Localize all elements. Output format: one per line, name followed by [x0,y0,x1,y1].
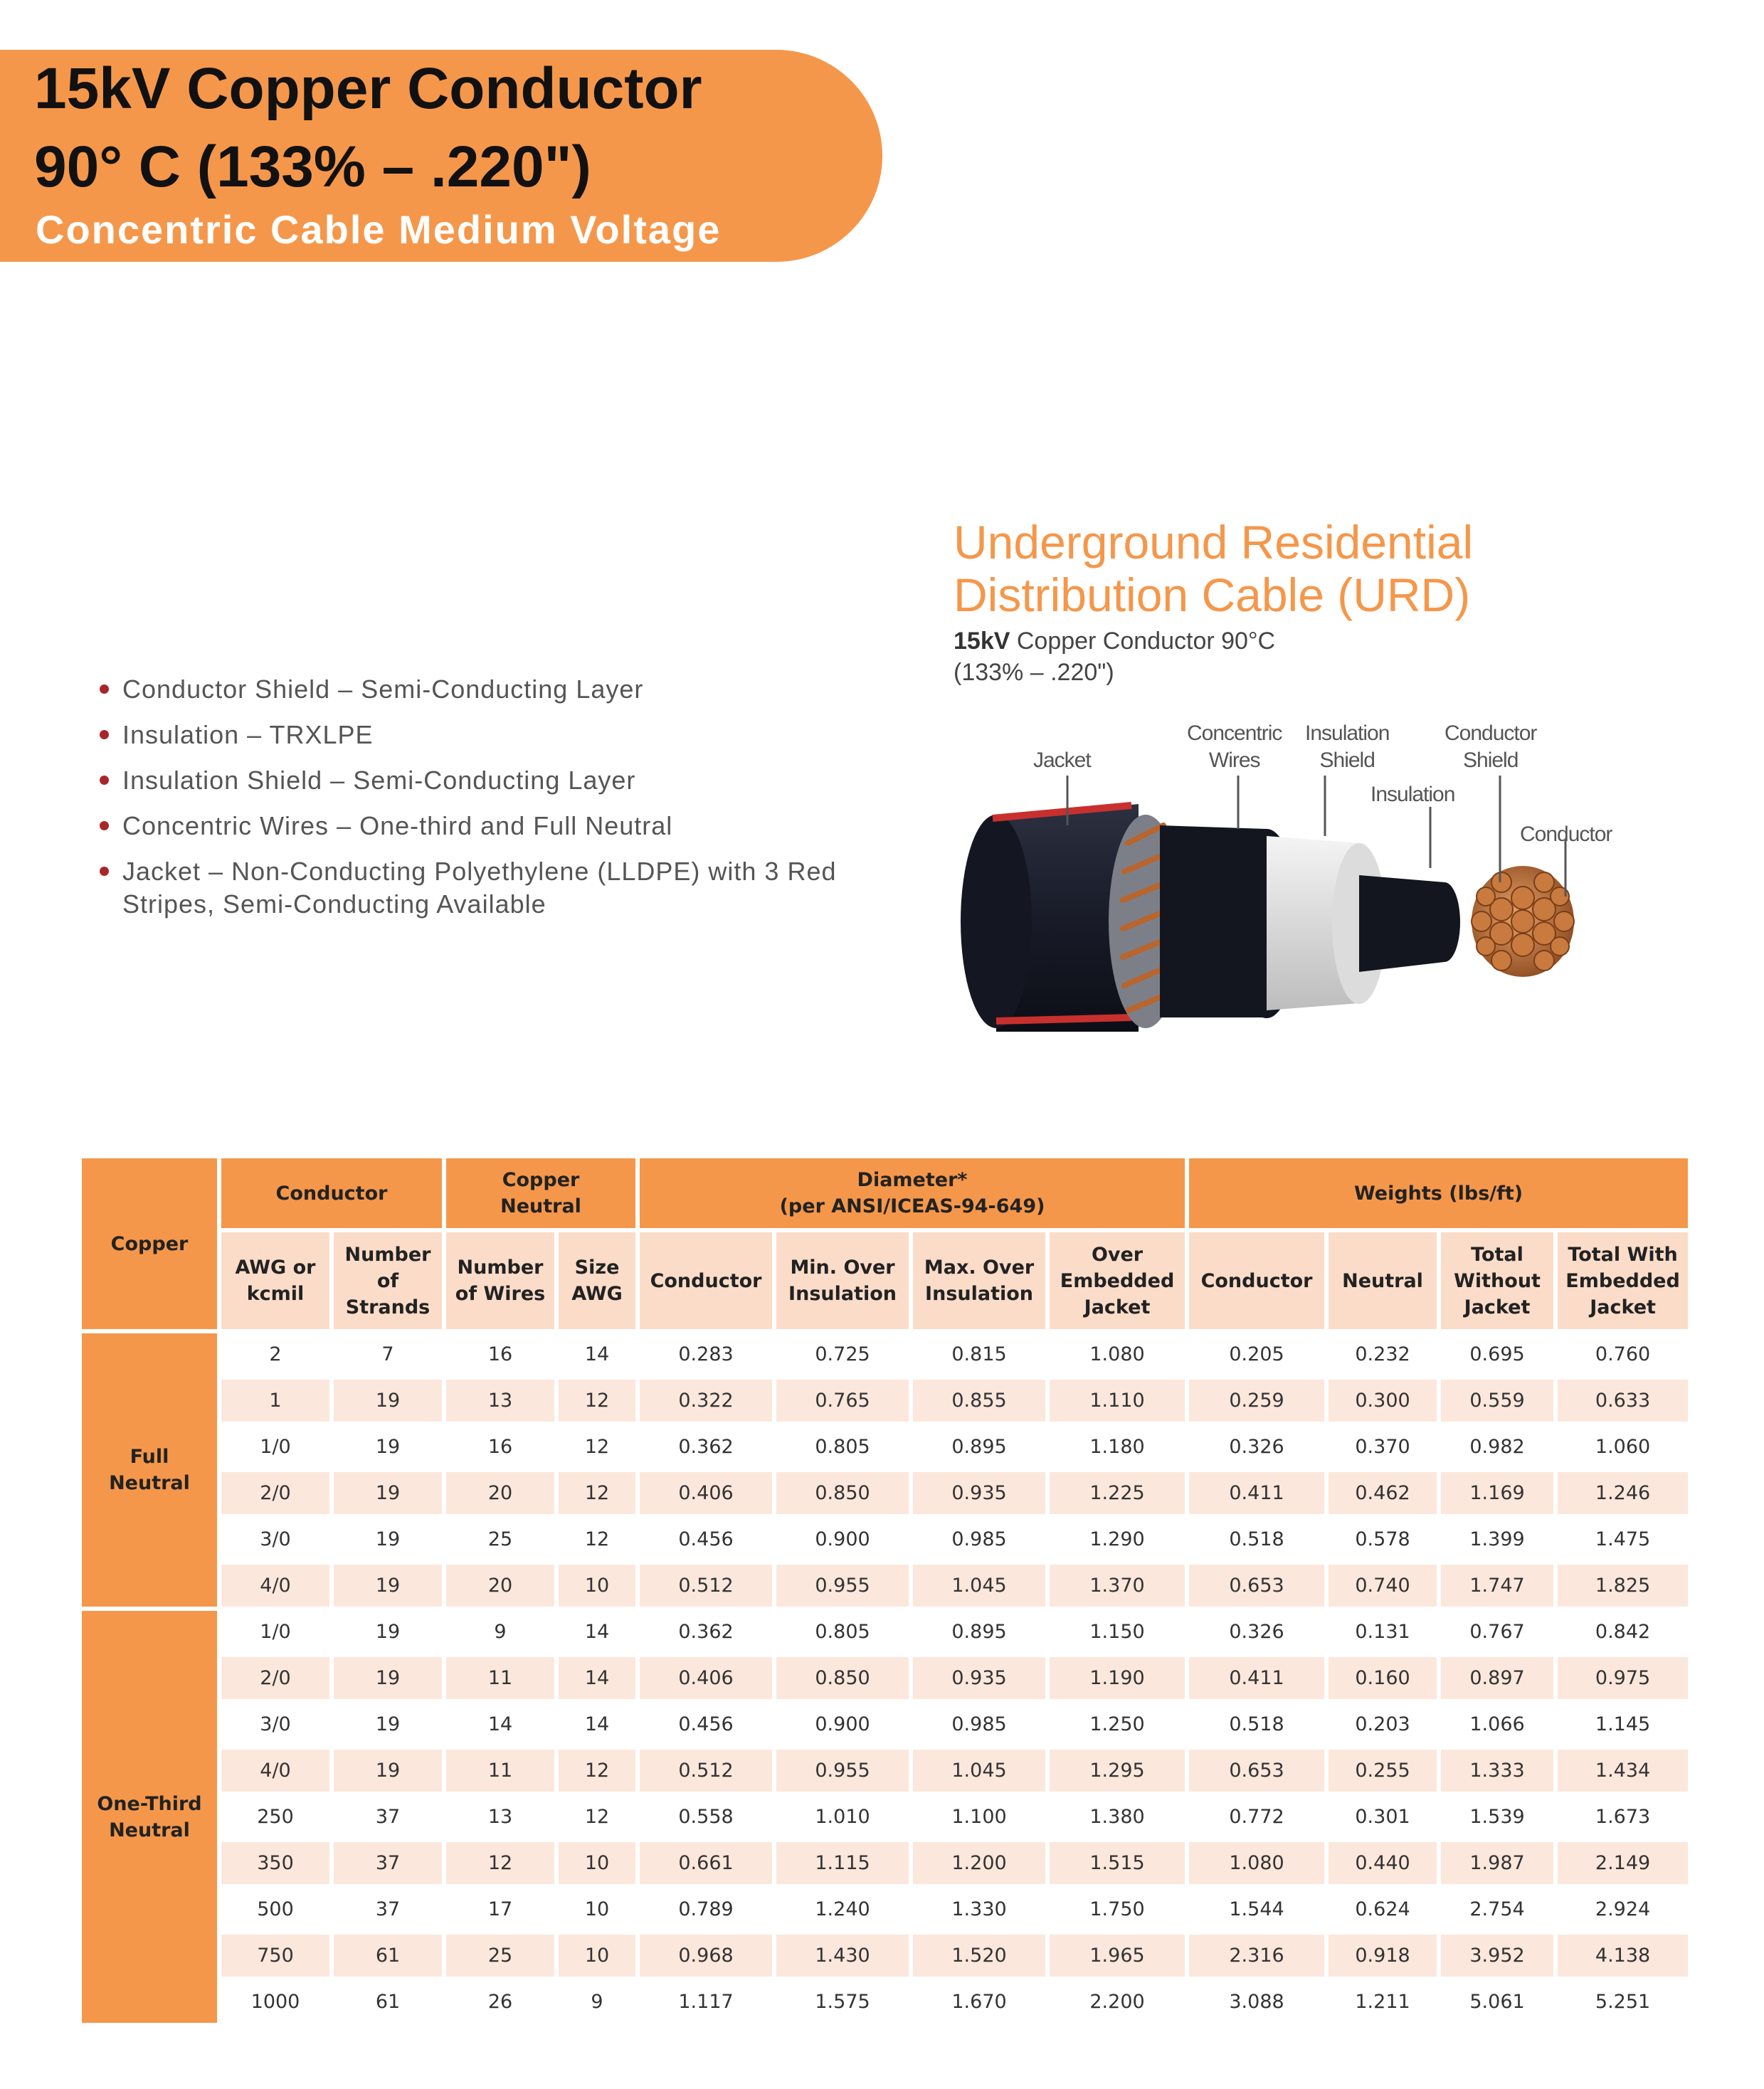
bullet-icon [100,821,109,830]
header-copper: Copper [82,1158,217,1329]
table-cell: 10 [559,1565,635,1607]
table-cell: 1.370 [1050,1565,1185,1607]
header-weights: Weights (lbs/ft) [1189,1158,1688,1228]
table-cell: 0.456 [640,1518,772,1560]
header-conductor: Conductor [221,1158,442,1228]
table-cell: 3/0 [221,1703,329,1745]
table-cell: 2.316 [1189,1935,1324,1977]
subheader-cell: Over Embedded Jacket [1050,1232,1185,1329]
table-cell: 0.985 [913,1703,1045,1745]
table-cell: 1.150 [1050,1611,1185,1653]
bullet-icon [100,867,109,876]
diagram-subtitle-line2: (133% – .220") [954,659,1114,686]
table-cell: 37 [334,1796,442,1838]
table-cell: 13 [446,1796,554,1838]
table-cell: 19 [334,1565,442,1607]
subheader-cell: Total With Embedded Jacket [1558,1232,1688,1329]
table-cell: 0.512 [640,1750,772,1792]
table-cell: 0.805 [776,1426,909,1468]
table-cell: 0.767 [1441,1611,1553,1653]
table-cell: 19 [334,1611,442,1653]
table-cell: 11 [446,1657,554,1699]
group-label: Full Neutral [82,1333,217,1607]
table-cell: 14 [446,1703,554,1745]
table-cell: 1.100 [913,1796,1045,1838]
feature-item: Insulation – TRXLPE [100,719,840,751]
table-cell: 0.559 [1441,1380,1553,1422]
table-cell: 1.987 [1441,1842,1553,1884]
table-cell: 1.430 [776,1935,909,1977]
page-title-line2: 90° C (133% – .220") [34,134,591,199]
table-cell: 1.673 [1558,1796,1688,1838]
table-cell: 0.653 [1189,1565,1324,1607]
table-cell: 14 [559,1611,635,1653]
table-cell: 1.825 [1558,1565,1688,1607]
header-copper-neutral: Copper Neutral [446,1158,635,1228]
table-row [82,1333,1688,1375]
table-row [82,1981,1688,2023]
table-cell: 0.935 [913,1657,1045,1699]
table-cell: 0.578 [1329,1518,1437,1560]
table-cell: 14 [559,1703,635,1745]
table-cell: 1/0 [221,1426,329,1468]
table-cell: 0.805 [776,1611,909,1653]
table-cell: 1.211 [1329,1981,1437,2023]
table-cell: 1.080 [1050,1333,1185,1375]
label-jacket: Jacket [1033,749,1091,772]
table-cell: 0.300 [1329,1380,1437,1422]
table-cell: 20 [446,1565,554,1607]
subheader-cell: Conductor [640,1232,772,1329]
table-cell: 16 [446,1333,554,1375]
subheader-cell: Size AWG [559,1232,635,1329]
table-cell: 3.952 [1441,1935,1553,1977]
table-cell: 2 [221,1333,329,1375]
feature-item: Insulation Shield – Semi-Conducting Layer [100,764,840,797]
table-cell: 0.918 [1329,1935,1437,1977]
table-cell: 0.695 [1441,1333,1553,1375]
table-cell: 0.815 [913,1333,1045,1375]
page-subtitle: Concentric Cable Medium Voltage [36,207,722,252]
table-cell: 1.750 [1050,1888,1185,1930]
bullet-icon [100,684,109,694]
table-cell: 14 [559,1657,635,1699]
table-row [82,1842,1688,1884]
table-cell: 4/0 [221,1750,329,1792]
table-cell: 5.061 [1441,1981,1553,2023]
table-cell: 12 [559,1426,635,1468]
table-cell: 1.066 [1441,1703,1553,1745]
feature-item: Concentric Wires – One-third and Full Neutral [100,810,840,842]
table-cell: 0.895 [913,1426,1045,1468]
table-cell: 25 [446,1935,554,1977]
subheader-cell: Neutral [1329,1232,1437,1329]
table-cell: 0.370 [1329,1426,1437,1468]
table-cell: 0.900 [776,1703,909,1745]
table-cell: 0.789 [640,1888,772,1930]
table-cell: 1.200 [913,1842,1045,1884]
table-cell: 1.060 [1558,1426,1688,1468]
table-cell: 0.624 [1329,1888,1437,1930]
table-cell: 9 [446,1611,554,1653]
table-cell: 0.440 [1329,1842,1437,1884]
table-cell: 19 [334,1657,442,1699]
table-cell: 5.251 [1558,1981,1688,2023]
table-cell: 0.232 [1329,1333,1437,1375]
table-cell: 12 [559,1796,635,1838]
table-cell: 0.326 [1189,1426,1324,1468]
table-cell: 1 [221,1380,329,1422]
table-cell: 4.138 [1558,1935,1688,1977]
table-cell: 1.045 [913,1750,1045,1792]
table-cell: 0.362 [640,1426,772,1468]
label-conductor: Conductor [1520,823,1612,846]
table-cell: 0.955 [776,1565,909,1607]
table-cell: 0.955 [776,1750,909,1792]
table-cell: 0.968 [640,1935,772,1977]
table-cell: 61 [334,1981,442,2023]
table-body [82,1333,1688,2023]
table-cell: 1.380 [1050,1796,1185,1838]
table-cell: 750 [221,1935,329,1977]
table-row [82,1565,1688,1607]
table-cell: 0.283 [640,1333,772,1375]
page-title-line1: 15kV Copper Conductor [34,56,702,121]
table-cell: 0.326 [1189,1611,1324,1653]
table-row [82,1703,1688,1745]
table-cell: 500 [221,1888,329,1930]
table-cell: 0.897 [1441,1657,1553,1699]
table-cell: 0.362 [640,1611,772,1653]
table-cell: 1.520 [913,1935,1045,1977]
table-cell: 1.115 [776,1842,909,1884]
table-cell: 3/0 [221,1518,329,1560]
table-row [82,1750,1688,1792]
table-cell: 0.203 [1329,1703,1437,1745]
table-cell: 0.411 [1189,1472,1324,1514]
table-row [82,1611,1688,1653]
table-cell: 1.295 [1050,1750,1185,1792]
header-diameter: Diameter* (per ANSI/ICEAS-94-649) [640,1158,1185,1228]
table-cell: 1.399 [1441,1518,1553,1560]
table-row [82,1935,1688,1977]
table-cell: 1000 [221,1981,329,2023]
cable-cross-section-illustration [954,776,1658,1060]
table-cell: 1.246 [1558,1472,1688,1514]
bullet-icon [100,776,109,785]
table-cell: 0.900 [776,1518,909,1560]
table-cell: 19 [334,1426,442,1468]
specification-table [78,1154,1692,2027]
table-cell: 0.255 [1329,1750,1437,1792]
table-cell: 12 [559,1380,635,1422]
table-cell: 0.131 [1329,1611,1437,1653]
diagram-subtitle: 15kV Copper Conductor 90°C [954,628,1276,655]
table-cell: 0.558 [640,1796,772,1838]
label-insulation-shield: Insulation Shield [1305,721,1390,772]
label-conductor-shield: Conductor Shield [1445,721,1537,772]
table-cell: 26 [446,1981,554,2023]
table-cell: 37 [334,1888,442,1930]
table-cell: 0.512 [640,1565,772,1607]
table-row [82,1888,1688,1930]
table-cell: 25 [446,1518,554,1560]
table-cell: 0.160 [1329,1657,1437,1699]
table-cell: 1.080 [1189,1842,1324,1884]
table-cell: 1.539 [1441,1796,1553,1838]
table-row [82,1472,1688,1514]
table-cell: 20 [446,1472,554,1514]
table-cell: 0.985 [913,1518,1045,1560]
table-cell: 12 [559,1472,635,1514]
diagram-title-line1: Underground Residential [954,516,1474,568]
table-row [82,1796,1688,1838]
table-cell: 250 [221,1796,329,1838]
conductor-strands [1472,866,1574,977]
table-cell: 1.110 [1050,1380,1185,1422]
table-cell: 0.850 [776,1472,909,1514]
table-cell: 1.475 [1558,1518,1688,1560]
table-cell: 1.575 [776,1981,909,2023]
table-cell: 0.301 [1329,1796,1437,1838]
table-cell: 1.290 [1050,1518,1185,1560]
table-cell: 2.149 [1558,1842,1688,1884]
table-cell: 13 [446,1380,554,1422]
subheader-cell: Number of Strands [334,1232,442,1329]
table-cell: 0.855 [913,1380,1045,1422]
table-cell: 0.653 [1189,1750,1324,1792]
table-row [82,1518,1688,1560]
subheader-cell: AWG or kcmil [221,1232,329,1329]
table-cell: 1.225 [1050,1472,1185,1514]
table-cell: 3.088 [1189,1981,1324,2023]
table-cell: 0.411 [1189,1657,1324,1699]
subheader-cell: Number of Wires [446,1232,554,1329]
feature-item: Jacket – Non-Conducting Polyethylene (LLDPE) with 3 Red Stripes, Semi-Conducting Available [100,855,840,921]
table-cell: 1.117 [640,1981,772,2023]
table-cell: 19 [334,1703,442,1745]
table-cell: 0.205 [1189,1333,1324,1375]
table-cell: 0.725 [776,1333,909,1375]
table-cell: 0.760 [1558,1333,1688,1375]
table-cell: 1.333 [1441,1750,1553,1792]
table-cell: 1.515 [1050,1842,1185,1884]
table-cell: 1.747 [1441,1565,1553,1607]
table-cell: 0.406 [640,1657,772,1699]
table-cell: 1.180 [1050,1426,1185,1468]
table-row [82,1426,1688,1468]
conductor-shield-layer [1359,875,1460,972]
table-cell: 19 [334,1750,442,1792]
table-cell: 0.982 [1441,1426,1553,1468]
table-cell: 10 [559,1842,635,1884]
table-cell: 0.895 [913,1611,1045,1653]
table-cell: 7 [334,1333,442,1375]
subheader-cell: Conductor [1189,1232,1324,1329]
table-cell: 37 [334,1842,442,1884]
table-cell: 350 [221,1842,329,1884]
table-cell: 2/0 [221,1472,329,1514]
subheader-cell: Min. Over Insulation [776,1232,909,1329]
table-cell: 0.740 [1329,1565,1437,1607]
table-cell: 1.670 [913,1981,1045,2023]
table-cell: 0.456 [640,1703,772,1745]
table-cell: 0.462 [1329,1472,1437,1514]
subheader-row [82,1232,1688,1329]
table-cell: 1.240 [776,1888,909,1930]
table-cell: 0.259 [1189,1380,1324,1422]
table-cell: 2.924 [1558,1888,1688,1930]
table-cell: 0.975 [1558,1657,1688,1699]
table-cell: 0.765 [776,1380,909,1422]
table-cell: 1/0 [221,1611,329,1653]
table-cell: 1.330 [913,1888,1045,1930]
group-label: One-Third Neutral [82,1611,217,2023]
table-cell: 0.935 [913,1472,1045,1514]
table-cell: 19 [334,1518,442,1560]
table-cell: 1.190 [1050,1657,1185,1699]
table-cell: 0.850 [776,1657,909,1699]
table-cell: 1.250 [1050,1703,1185,1745]
table-cell: 0.322 [640,1380,772,1422]
subheader-cell: Max. Over Insulation [913,1232,1045,1329]
table-cell: 17 [446,1888,554,1930]
table-cell: 0.842 [1558,1611,1688,1653]
bullet-icon [100,730,109,739]
label-insulation: Insulation [1370,783,1455,806]
table-cell: 2/0 [221,1657,329,1699]
table-cell: 1.169 [1441,1472,1553,1514]
table-cell: 10 [559,1888,635,1930]
table-cell: 12 [446,1842,554,1884]
table-cell: 1.145 [1558,1703,1688,1745]
table-cell: 0.406 [640,1472,772,1514]
table-cell: 0.518 [1189,1518,1324,1560]
label-concentric-wires: Concentric Wires [1187,721,1282,772]
table-cell: 0.772 [1189,1796,1324,1838]
table-cell: 11 [446,1750,554,1792]
table-cell: 1.434 [1558,1750,1688,1792]
table-cell: 19 [334,1472,442,1514]
subheader-cell: Total Without Jacket [1441,1232,1553,1329]
table-cell: 1.010 [776,1796,909,1838]
table-cell: 14 [559,1333,635,1375]
table-cell: 16 [446,1426,554,1468]
table-cell: 2.754 [1441,1888,1553,1930]
table-cell: 1.045 [913,1565,1045,1607]
diagram-title-line2: Distribution Cable (URD) [954,568,1471,621]
table-cell: 0.661 [640,1842,772,1884]
table-cell: 19 [334,1380,442,1422]
table-cell: 9 [559,1981,635,2023]
table-cell: 4/0 [221,1565,329,1607]
table-cell: 0.518 [1189,1703,1324,1745]
feature-list [100,673,840,934]
table-cell: 1.544 [1189,1888,1324,1930]
table-cell: 0.633 [1558,1380,1688,1422]
table-cell: 1.965 [1050,1935,1185,1977]
table-cell: 10 [559,1935,635,1977]
table-cell: 12 [559,1750,635,1792]
table-cell: 61 [334,1935,442,1977]
feature-item: Conductor Shield – Semi-Conducting Layer [100,673,840,706]
table-cell: 12 [559,1518,635,1560]
table-row [82,1380,1688,1422]
table-cell: 2.200 [1050,1981,1185,2023]
table-row [82,1657,1688,1699]
